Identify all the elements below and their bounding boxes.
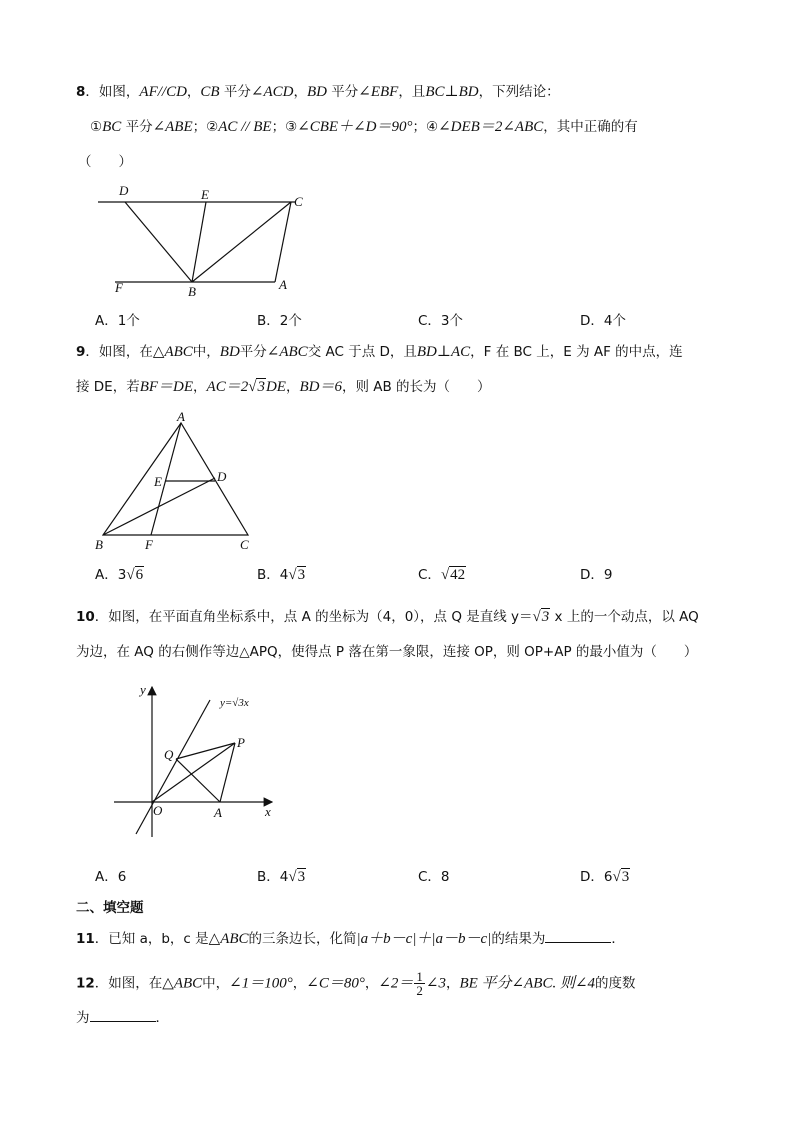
q8-math: ∠EBF <box>358 84 399 100</box>
label-y: y <box>140 682 146 697</box>
q8-math: ∠CBE＋∠D＝90° <box>297 119 413 135</box>
q9-option-a-text: A．3 <box>95 567 127 583</box>
q12-math: BE 平分∠ABC. 则∠4 <box>459 975 596 992</box>
q9-option-a-radicand: 6 <box>135 567 144 583</box>
q9-math: AC＝2 <box>206 379 249 395</box>
segment-cb <box>192 202 291 282</box>
q9-text: 中， <box>192 344 220 360</box>
q9-math: 3 <box>257 379 265 395</box>
q10-option-c[interactable]: C．8 <box>418 869 450 885</box>
q12-math: △ABC <box>162 975 203 992</box>
label-d: D <box>217 469 227 484</box>
q9-math: △ABC <box>152 344 193 360</box>
q10-option-a[interactable]: A．6 <box>95 869 127 885</box>
q9-number: 9 <box>76 344 86 360</box>
label-a: A <box>177 409 185 424</box>
q9-text: 平分 <box>239 344 267 360</box>
q9-math: BF＝DE <box>139 379 194 395</box>
q12-fraction <box>414 970 425 997</box>
q9-line2: 接 DE，若BF＝DE，AC＝2√3DE，BD＝6，则 AB 的长为（ ） <box>76 379 491 395</box>
q8-math: BD <box>306 84 327 100</box>
label-c: C <box>240 537 249 552</box>
q9-option-b[interactable]: B．4√3 <box>257 567 306 583</box>
section-heading: 二、填空题 <box>76 900 144 916</box>
q10-option-b-radicand: 3 <box>297 869 306 885</box>
q9-line1 <box>76 342 683 362</box>
segment-db <box>125 202 192 282</box>
q11-text: ． <box>611 931 625 947</box>
label-d: D <box>119 183 129 198</box>
q9-text: ， <box>193 379 207 395</box>
q8-math: CB <box>200 84 220 100</box>
q11-text: 的结果为 <box>491 931 546 947</box>
q8-math: AC // BE <box>218 119 272 135</box>
q9-option-b-text: B．4 <box>257 567 289 583</box>
label-b: B <box>188 284 196 299</box>
label-e: E <box>154 474 162 489</box>
q11-math: |a＋b－c|＋|a－b－c| <box>356 931 492 947</box>
q12-text: 为 <box>76 1010 90 1026</box>
q8-text: 平分 <box>326 84 359 100</box>
q9-option-a[interactable]: A．3√6 <box>95 567 144 583</box>
q9-figure <box>93 409 263 553</box>
q11-number: 11 <box>76 931 95 947</box>
q12-math: ∠2＝ <box>378 975 414 992</box>
label-e: E <box>201 187 209 202</box>
q12-line1 <box>76 970 636 997</box>
q8-math: ∠ACD <box>250 84 294 100</box>
q10-option-d[interactable]: D．6√3 <box>580 869 630 885</box>
q10-text: x 上的一个动点，以 AQ <box>550 609 699 625</box>
q8-text: ， <box>293 84 307 100</box>
q10-text: ．如图，在平面直角坐标系中，点 A 的坐标为（4，0），点 Q 是直线 y＝ <box>94 609 533 625</box>
q8-text: 平分 <box>219 84 251 100</box>
q11-math: △ABC <box>208 931 249 947</box>
q12-text: 的度数 <box>595 975 636 992</box>
q8-math: AF//CD <box>139 84 187 100</box>
fraction-denominator: 2 <box>416 983 423 998</box>
q8-text: ① <box>90 119 103 135</box>
q8-option-b[interactable]: B．2个 <box>257 313 302 329</box>
q9-math: BD＝6 <box>299 379 342 395</box>
q10-line1: 10．如图，在平面直角坐标系中，点 A 的坐标为（4，0），点 Q 是直线 y＝√3 x 上的一个动点，以 AQ <box>76 609 699 625</box>
q8-math: BC⊥BD <box>425 84 479 100</box>
label-line: y=√3x <box>220 697 249 709</box>
q8-line2 <box>90 117 638 137</box>
q8-option-d[interactable]: D．4个 <box>580 313 626 329</box>
label-f: F <box>115 280 123 295</box>
q9-text: ，F 在 BC 上，E 为 AF 的中点，连 <box>470 344 683 360</box>
q9-option-d[interactable]: D．9 <box>580 567 613 583</box>
q12-number: 12 <box>76 975 95 992</box>
q9-text: ．如图，在 <box>85 344 153 360</box>
label-x: x <box>265 804 271 819</box>
q10-number: 10 <box>76 609 95 625</box>
q9-text: ，则 AB 的长为（ ） <box>341 379 491 395</box>
fraction-numerator: 1 <box>416 969 423 984</box>
label-a: A <box>214 805 222 820</box>
q12-math: ∠3 <box>425 975 446 992</box>
segment-eb <box>192 202 206 282</box>
q9-option-b-radicand: 3 <box>297 567 306 583</box>
q9-text: 接 DE，若 <box>76 379 140 395</box>
q8-math: BC <box>102 119 122 135</box>
q8-text: ， <box>186 84 201 100</box>
q10-option-d-radicand: 3 <box>621 869 630 885</box>
q8-text: ；④ <box>412 119 439 135</box>
label-q: Q <box>164 747 174 762</box>
q9-math: DE <box>265 379 286 395</box>
line-y-sqrt3x <box>136 700 210 834</box>
q11-text: 的三条边长，化简 <box>248 931 357 947</box>
q9-text: 交 AC 于点 D，且 <box>307 344 417 360</box>
q9-math: BD⊥AC <box>416 344 471 360</box>
q10-figure <box>112 682 302 847</box>
q12-text: ， <box>292 975 307 992</box>
q12-text: ， <box>445 975 460 992</box>
q10-option-b[interactable]: B．4√3 <box>257 869 306 885</box>
q12-text: 中， <box>202 975 230 992</box>
q11-text: ．已知 a，b，c 是 <box>94 931 209 947</box>
q8-text: ．如图， <box>85 84 140 100</box>
q8-figure <box>95 183 335 299</box>
q10-math: 3 <box>541 609 550 625</box>
label-b: B <box>95 537 103 552</box>
q12-text: ． <box>155 1010 169 1026</box>
q9-option-c[interactable]: C．√42 <box>418 567 466 583</box>
label-f: F <box>145 537 153 552</box>
q8-text: ，且 <box>398 84 426 100</box>
q12-answer-blank[interactable] <box>90 1007 156 1022</box>
q8-text: ，下列结论： <box>478 84 560 100</box>
segment-ca <box>275 202 291 282</box>
q10-option-b-text: B．4 <box>257 869 289 885</box>
q8-text: 平分 <box>121 119 153 135</box>
q11-line <box>76 928 625 949</box>
q8-option-a[interactable]: A．1个 <box>95 313 140 329</box>
q8-math: ∠DEB＝2∠ABC <box>438 119 544 135</box>
q9-option-c-radicand: 42 <box>450 567 466 583</box>
q8-text: ；③ <box>271 119 298 135</box>
q10-option-d-text: D．6 <box>580 869 613 885</box>
label-p: P <box>237 735 245 750</box>
label-o: O <box>153 803 163 818</box>
q8-text: ；② <box>192 119 219 135</box>
q8-line1 <box>76 82 560 102</box>
label-a: A <box>279 277 287 292</box>
q9-option-c-text: C． <box>418 567 441 583</box>
q9-text: ， <box>285 379 300 395</box>
q8-answer-paren: （ ） <box>78 154 132 170</box>
q12-math: ∠C＝80° <box>306 975 365 992</box>
q9-math: ∠ABC <box>266 344 308 360</box>
q8-math: ∠ABE <box>152 119 193 135</box>
q12-text: ．如图，在 <box>94 975 163 992</box>
q11-answer-blank[interactable] <box>545 928 611 943</box>
q9-math: BD <box>219 344 240 360</box>
q12-text: ， <box>364 975 379 992</box>
q8-option-c[interactable]: C．3个 <box>418 313 464 329</box>
q12-math: ∠1＝100° <box>229 975 293 992</box>
q10-line2: 为边，在 AQ 的右侧作等边△APQ，使得点 P 落在第一象限，连接 OP，则 OP+AP 的最小值为（ ） <box>76 644 698 660</box>
q12-line2 <box>76 1007 169 1028</box>
q8-text: ，其中正确的有 <box>543 119 638 135</box>
q8-number: 8 <box>76 84 86 100</box>
label-c: C <box>294 194 303 209</box>
